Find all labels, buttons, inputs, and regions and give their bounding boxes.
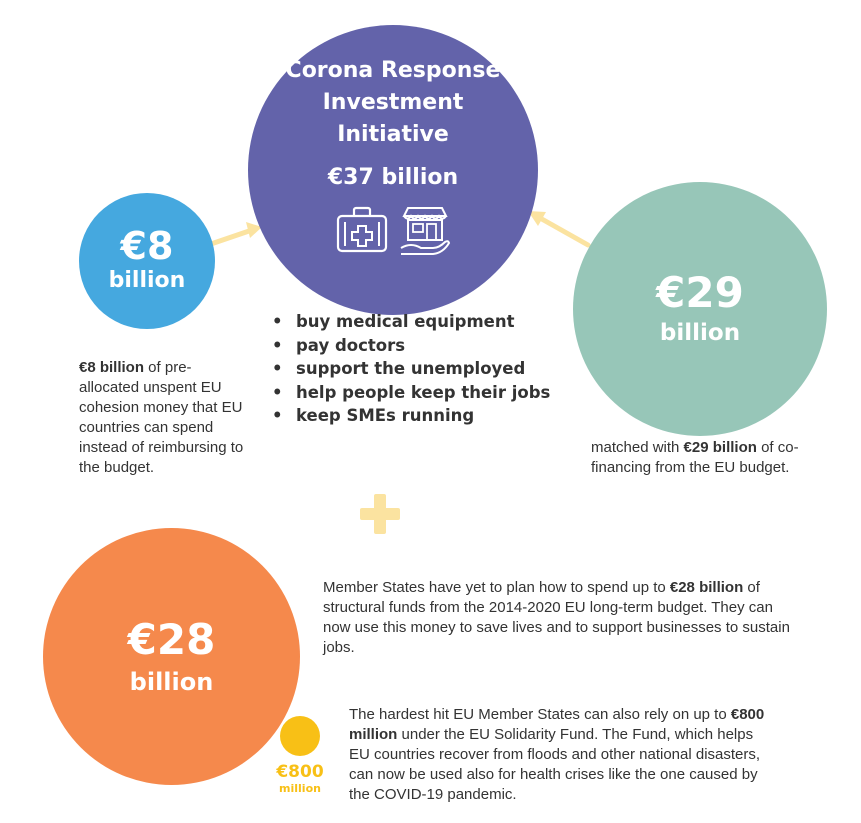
structural-unit: billion [129, 667, 214, 696]
arrow-from-8-billion [208, 222, 262, 245]
list-item: • support the unemployed [268, 357, 550, 381]
list-item: • keep SMEs running [268, 404, 550, 428]
solidarity-description: The hardest hit EU Member States can also rely on up to €800 million under the EU Solidarity Fund. The Fund, which helps EU countries recover from floods and other national disasters, can now be used also for health crises like the one caused by the COVID-19 pandemic. [349, 706, 765, 803]
list-item: • pay doctors [268, 334, 550, 358]
cohesion-unit: billion [108, 268, 186, 293]
first-aid-kit-icon [335, 204, 389, 254]
cofinancing-circle [573, 182, 827, 436]
initiative-title: Corona Response Investment Initiative [285, 58, 501, 147]
solidarity-label [268, 762, 332, 796]
initiative-amount: €37 billion [327, 165, 459, 190]
solidarity-unit: million [279, 782, 321, 795]
initiative-circle [248, 25, 538, 315]
cohesion-circle [79, 193, 215, 329]
structural-description: Member States have yet to plan how to spend up to €28 billion of structural funds from the 2014-2020 EU long-term budget. They can now use this money to save lives and to support businesses to sustain jobs. [323, 579, 790, 656]
cofinancing-unit: billion [659, 320, 741, 346]
shop-in-hand-icon [399, 204, 451, 256]
uses-list [268, 310, 550, 428]
solidarity-fund-circle [280, 716, 320, 756]
cofinancing-amount: €29 [656, 268, 744, 317]
plus-icon [360, 494, 400, 534]
list-item: • help people keep their jobs [268, 381, 550, 405]
solidarity-amount: €800 [276, 762, 324, 782]
cohesion-description: €8 billion of pre-allocated unspent EU cohesion money that EU countries can spend instead of reimbursing to the budget. [79, 359, 244, 476]
cofinancing-description: matched with €29 billion of co-financing from the EU budget. [591, 439, 799, 476]
list-item: • buy medical equipment [268, 310, 550, 334]
cohesion-amount: €8 [120, 224, 174, 268]
structural-funds-circle [43, 528, 300, 785]
arrow-from-29-billion [528, 211, 588, 245]
structural-amount: €28 [127, 614, 216, 664]
